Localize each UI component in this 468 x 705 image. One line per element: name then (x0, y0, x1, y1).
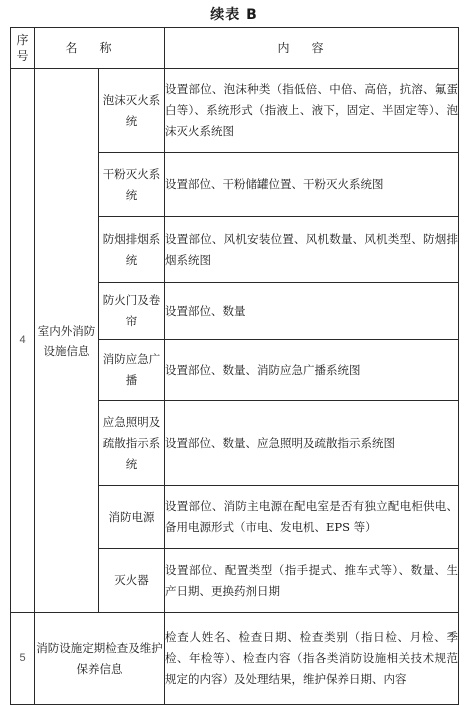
header-name: 名称 (35, 28, 165, 69)
row-name: 消防电源 (99, 486, 165, 549)
table-row (11, 613, 459, 705)
row-name: 灭火器 (99, 549, 165, 613)
row-name: 防火门及卷帘 (99, 283, 165, 340)
row-content: 设置部位、数量、消防应急广播系统图 (165, 340, 459, 401)
row-content: 设置部位、泡沫种类（指低倍、中倍、高倍，抗溶、氟蛋白等）、系统形式（指液上、液下，固定、半固定等）、泡沫灭火系统图 (165, 69, 459, 153)
row-category: 室内外消防设施信息 (35, 69, 99, 613)
row-seq: 4 (11, 69, 35, 613)
row-content: 设置部位、配置类型（指手提式、推车式等）、数量、生产日期、更换药剂日期 (165, 549, 459, 613)
row-seq: 5 (11, 613, 35, 705)
table-header-row (11, 28, 459, 69)
row-content: 检查人姓名、检查日期、检查类别（指日检、月检、季检、年检等）、检查内容（指各类消防设施相关技术规范规定的内容）及处理结果，维护保养日期、内容 (165, 613, 459, 705)
row-name: 应急照明及疏散指示系统 (99, 401, 165, 486)
row-name: 泡沫灭火系统 (99, 69, 165, 153)
row-name: 消防应急广播 (99, 340, 165, 401)
row-content: 设置部位、风机安装位置、风机数量、风机类型、防烟排烟系统图 (165, 217, 459, 283)
row-content: 设置部位、数量、应急照明及疏散指示系统图 (165, 401, 459, 486)
table-row (11, 69, 459, 153)
row-content: 设置部位、数量 (165, 283, 459, 340)
row-category: 消防设施定期检查及维护保养信息 (35, 613, 165, 705)
header-seq: 序号 (11, 28, 35, 69)
row-content: 设置部位、消防主电源在配电室是否有独立配电柜供电、备用电源形式（市电、发电机、EPS 等） (165, 486, 459, 549)
fire-facility-table (10, 27, 459, 705)
row-content: 设置部位、干粉储罐位置、干粉灭火系统图 (165, 153, 459, 217)
table-title: 续表 B (210, 7, 258, 23)
row-name: 干粉灭火系统 (99, 153, 165, 217)
header-content: 内容 (165, 28, 459, 69)
row-name: 防烟排烟系统 (99, 217, 165, 283)
